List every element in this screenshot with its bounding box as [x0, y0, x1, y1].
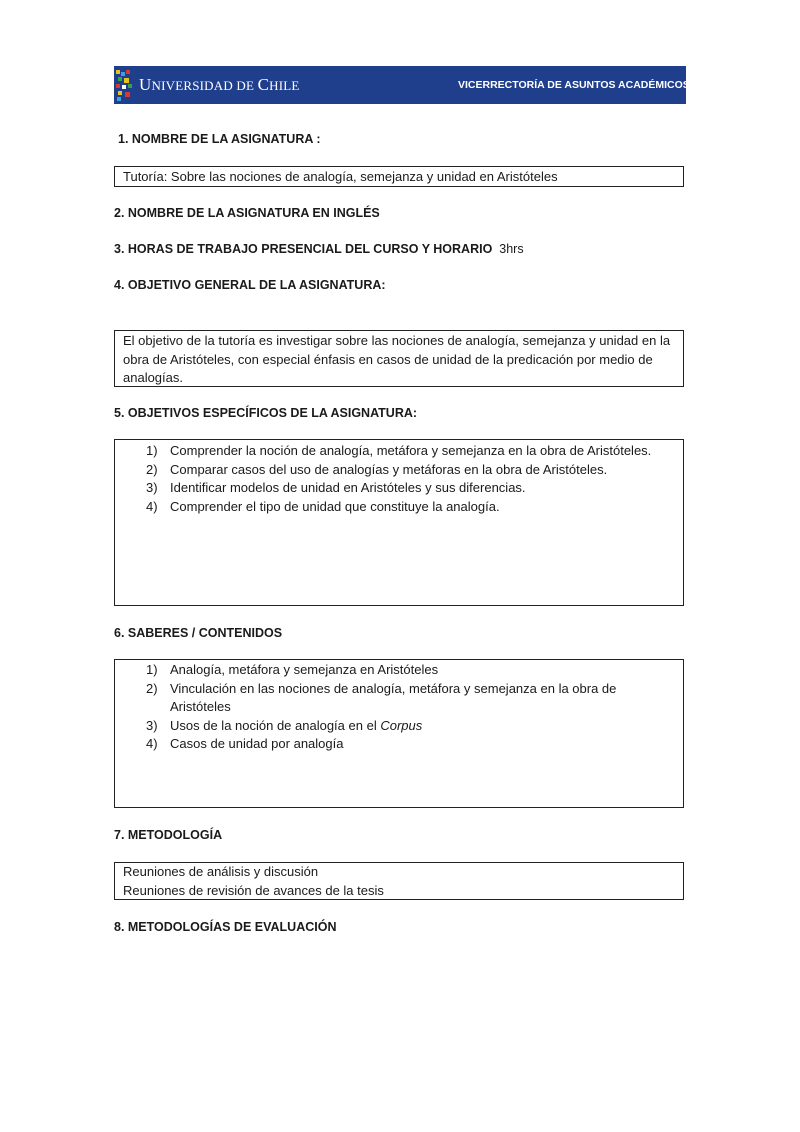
list-item: 4) Comprender el tipo de unidad que constituye la analogía.	[146, 498, 500, 514]
list-item: 3) Usos de la noción de analogía en el Corpus	[146, 717, 423, 733]
list-item: 1) Analogía, metáfora y semejanza en Aristóteles	[146, 662, 439, 677]
section-7-title: 7. METODOLOGÍA	[114, 828, 223, 842]
section-5-title: 5. OBJETIVOS ESPECÍFICOS DE LA ASIGNATURA:	[114, 406, 418, 420]
list-item: 2) Vinculación en las nociones de analogía, metáfora y semejanza en la obra de Aristóteles	[146, 680, 617, 714]
list-item: 2) Comparar casos del uso de analogías y metáforas en la obra de Aristóteles.	[146, 461, 608, 477]
list-item: 3) Identificar modelos de unidad en Aristóteles y sus diferencias.	[146, 480, 526, 495]
section-2-title: 2. NOMBRE DE LA ASIGNATURA EN INGLÉS	[114, 206, 380, 220]
list-item: 1) Comprender la noción de analogía, metáfora y semejanza en la obra de Aristóteles.	[146, 443, 652, 458]
corpus-emphasis: Corpus	[380, 717, 423, 733]
methodology-line: Reuniones de revisión de avances de la tesis	[123, 882, 384, 898]
section-3-hours: 3hrs	[499, 242, 524, 256]
section-1-box	[114, 166, 684, 187]
section-6-title: 6. SABERES / CONTENIDOS	[114, 626, 283, 640]
section-8-title: 8. METODOLOGÍAS DE EVALUACIÓN	[114, 920, 337, 934]
university-name: UNIVERSIDAD DE CHILE	[139, 75, 300, 94]
university-logo-icon	[114, 66, 136, 104]
section-1-title: 1. NOMBRE DE LA ASIGNATURA :	[118, 132, 321, 146]
specific-objectives-list	[115, 442, 683, 516]
list-item: 4) Casos de unidad por analogía	[146, 736, 344, 751]
section-3-label: 3. HORAS DE TRABAJO PRESENCIAL DEL CURSO Y HORARIO	[114, 242, 493, 256]
header-banner	[114, 66, 690, 104]
contents-list	[115, 661, 683, 754]
section-7-box	[114, 862, 684, 900]
section-3-title	[114, 242, 524, 256]
section-4-title: 4. OBJETIVO GENERAL DE LA ASIGNATURA:	[114, 278, 386, 292]
section-6-box	[114, 659, 684, 808]
section-5-box	[114, 439, 684, 606]
vicerrectoria-title: VICERRECTORÍA DE ASUNTOS ACADÉMICOS	[458, 79, 690, 91]
methodology-line: Reuniones de análisis y discusión	[123, 864, 319, 879]
section-4-box	[114, 330, 684, 387]
course-name: Tutoría: Sobre las nociones de analogía, semejanza y unidad en Aristóteles	[123, 169, 558, 184]
general-objective: El objetivo de la tutoría es investigar sobre las nociones de analogía, semejanza y unidad en la obra de Aristóteles, con especial énfasis en casos de unidad de la predicación por medio de analogías.	[123, 333, 671, 385]
